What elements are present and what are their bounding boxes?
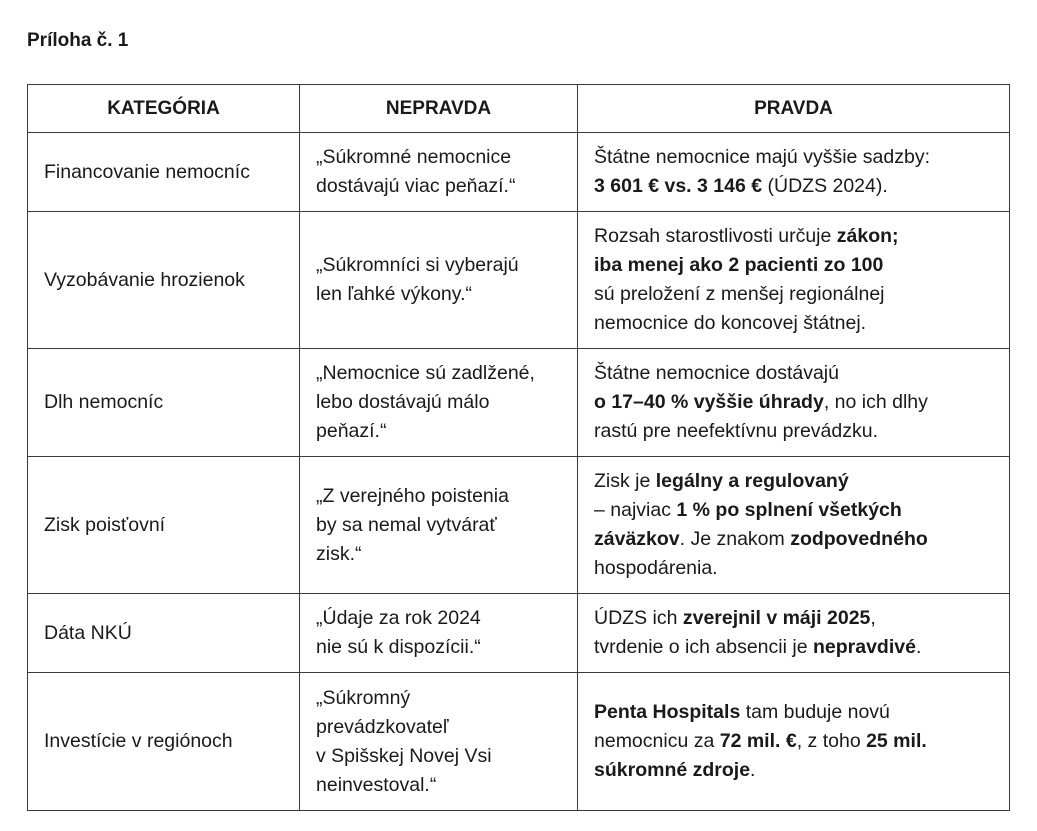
truth-text: . Je znakom xyxy=(679,528,791,550)
truth-text: tam buduje novú xyxy=(740,701,890,723)
truth-line xyxy=(594,756,993,785)
page-title: Príloha č. 1 xyxy=(27,30,129,51)
falsehood-line: „Z verejného poistenia xyxy=(316,484,509,507)
truth-emphasis: zákon; xyxy=(836,225,899,247)
falsehood-line: prevádzkovateľ xyxy=(316,715,449,738)
truth-text: , no ich dlhy xyxy=(823,391,928,413)
truth-text: Štátne nemocnice majú vyššie sadzby: xyxy=(594,146,930,168)
truth-emphasis: iba menej ako 2 pacienti zo 100 xyxy=(594,254,884,276)
category-cell: Financovanie nemocníc xyxy=(28,133,300,212)
truth-text: Zisk je xyxy=(594,470,656,492)
category-cell: Investície v regiónoch xyxy=(28,673,300,811)
truth-text: Štátne nemocnice dostávajú xyxy=(594,362,839,384)
truth-line xyxy=(594,359,993,388)
header-falsehood: NEPRAVDA xyxy=(300,85,578,133)
falsehood-line: lebo dostávajú málo xyxy=(316,391,490,413)
truth-line xyxy=(594,172,993,201)
truth-text: Rozsah starostlivosti určuje xyxy=(594,225,837,247)
truth-emphasis: Penta Hospitals xyxy=(594,701,741,723)
falsehood-line: zisk.“ xyxy=(316,542,362,565)
truth-cell xyxy=(578,594,1010,673)
truth-emphasis: nepravdivé xyxy=(812,636,916,658)
truth-text: ÚDZS ich xyxy=(594,607,683,629)
truth-text: sú preložení z menšej regionálnej xyxy=(594,283,885,305)
truth-text: . xyxy=(915,636,922,658)
truth-line xyxy=(594,417,993,446)
category-cell: Dlh nemocníc xyxy=(28,349,300,457)
table-row xyxy=(28,457,1010,594)
truth-emphasis: legálny a regulovaný xyxy=(655,470,849,492)
truth-text: . xyxy=(750,759,756,781)
truth-emphasis: 1 % po splnení všetkých xyxy=(676,499,902,521)
falsehood-line: dostávajú viac peňazí.“ xyxy=(316,175,516,197)
truth-emphasis: záväzkov xyxy=(594,528,680,550)
truth-line xyxy=(594,388,993,417)
truth-cell xyxy=(578,673,1010,811)
truth-cell xyxy=(578,212,1010,349)
category-cell: Zisk poisťovní xyxy=(28,457,300,594)
table-row xyxy=(28,212,1010,349)
truth-text: rastú pre neefektívnu prevádzku. xyxy=(594,420,878,442)
falsehood-cell xyxy=(300,594,578,673)
falsehood-line: „Údaje za rok 2024 xyxy=(316,607,481,629)
falsehood-cell xyxy=(300,457,578,594)
table-header-row xyxy=(28,85,1010,133)
truth-emphasis: súkromné zdroje xyxy=(594,759,751,781)
falsehood-cell xyxy=(300,673,578,811)
falsehood-cell xyxy=(300,133,578,212)
falsehood-line: „Súkromný xyxy=(316,686,411,709)
falsehood-line: „Nemocnice sú zadlžené, xyxy=(316,362,535,384)
truth-emphasis: o 17–40 % vyššie úhrady xyxy=(594,391,824,413)
fact-check-table xyxy=(27,84,1010,811)
falsehood-line: nie sú k dispozícii.“ xyxy=(316,636,481,658)
truth-line xyxy=(594,525,993,554)
truth-line xyxy=(594,309,993,338)
table-row xyxy=(28,594,1010,673)
truth-line xyxy=(594,604,993,633)
falsehood-line: by sa nemal vytvárať xyxy=(316,513,497,536)
falsehood-line: peňazí.“ xyxy=(316,420,387,442)
truth-text: (ÚDZS 2024). xyxy=(762,175,888,197)
truth-line xyxy=(594,143,993,172)
table-row xyxy=(28,673,1010,811)
truth-text: tvrdenie o ich absencii je xyxy=(594,636,813,658)
truth-text: nemocnicu za xyxy=(594,730,720,752)
truth-cell xyxy=(578,133,1010,212)
category-cell: Dáta NKÚ xyxy=(28,594,300,673)
truth-emphasis: 25 mil. xyxy=(866,730,927,752)
truth-line xyxy=(594,554,993,583)
truth-line xyxy=(594,633,993,662)
falsehood-line: neinvestoval.“ xyxy=(316,773,437,796)
falsehood-cell xyxy=(300,212,578,349)
truth-text: – najviac xyxy=(594,499,677,521)
truth-line xyxy=(594,698,993,727)
truth-text: , z toho xyxy=(796,730,867,752)
header-category: KATEGÓRIA xyxy=(28,85,300,133)
truth-text: hospodárenia. xyxy=(594,557,718,579)
truth-line xyxy=(594,280,993,309)
truth-line xyxy=(594,467,993,496)
table-row xyxy=(28,133,1010,212)
truth-cell xyxy=(578,349,1010,457)
truth-emphasis: 3 601 € vs. 3 146 € xyxy=(594,175,763,197)
falsehood-line: „Súkromníci si vyberajú xyxy=(316,254,519,276)
truth-text: nemocnice do koncovej štátnej. xyxy=(594,312,867,334)
falsehood-line: len ľahké výkony.“ xyxy=(316,283,472,305)
truth-emphasis: 72 mil. € xyxy=(719,730,797,752)
falsehood-line: „Súkromné nemocnice xyxy=(316,146,512,168)
truth-line xyxy=(594,727,993,756)
table-body xyxy=(28,133,1010,811)
truth-emphasis: zverejnil v máji 2025 xyxy=(682,607,871,629)
header-truth: PRAVDA xyxy=(578,85,1010,133)
truth-cell xyxy=(578,457,1010,594)
truth-line xyxy=(594,251,993,280)
truth-emphasis: zodpovedného xyxy=(790,528,928,550)
table-row xyxy=(28,349,1010,457)
falsehood-line: v Spišskej Novej Vsi xyxy=(316,744,492,767)
truth-text: , xyxy=(870,607,876,629)
falsehood-cell xyxy=(300,349,578,457)
category-cell: Vyzobávanie hrozienok xyxy=(28,212,300,349)
truth-line xyxy=(594,222,993,251)
truth-line xyxy=(594,496,993,525)
